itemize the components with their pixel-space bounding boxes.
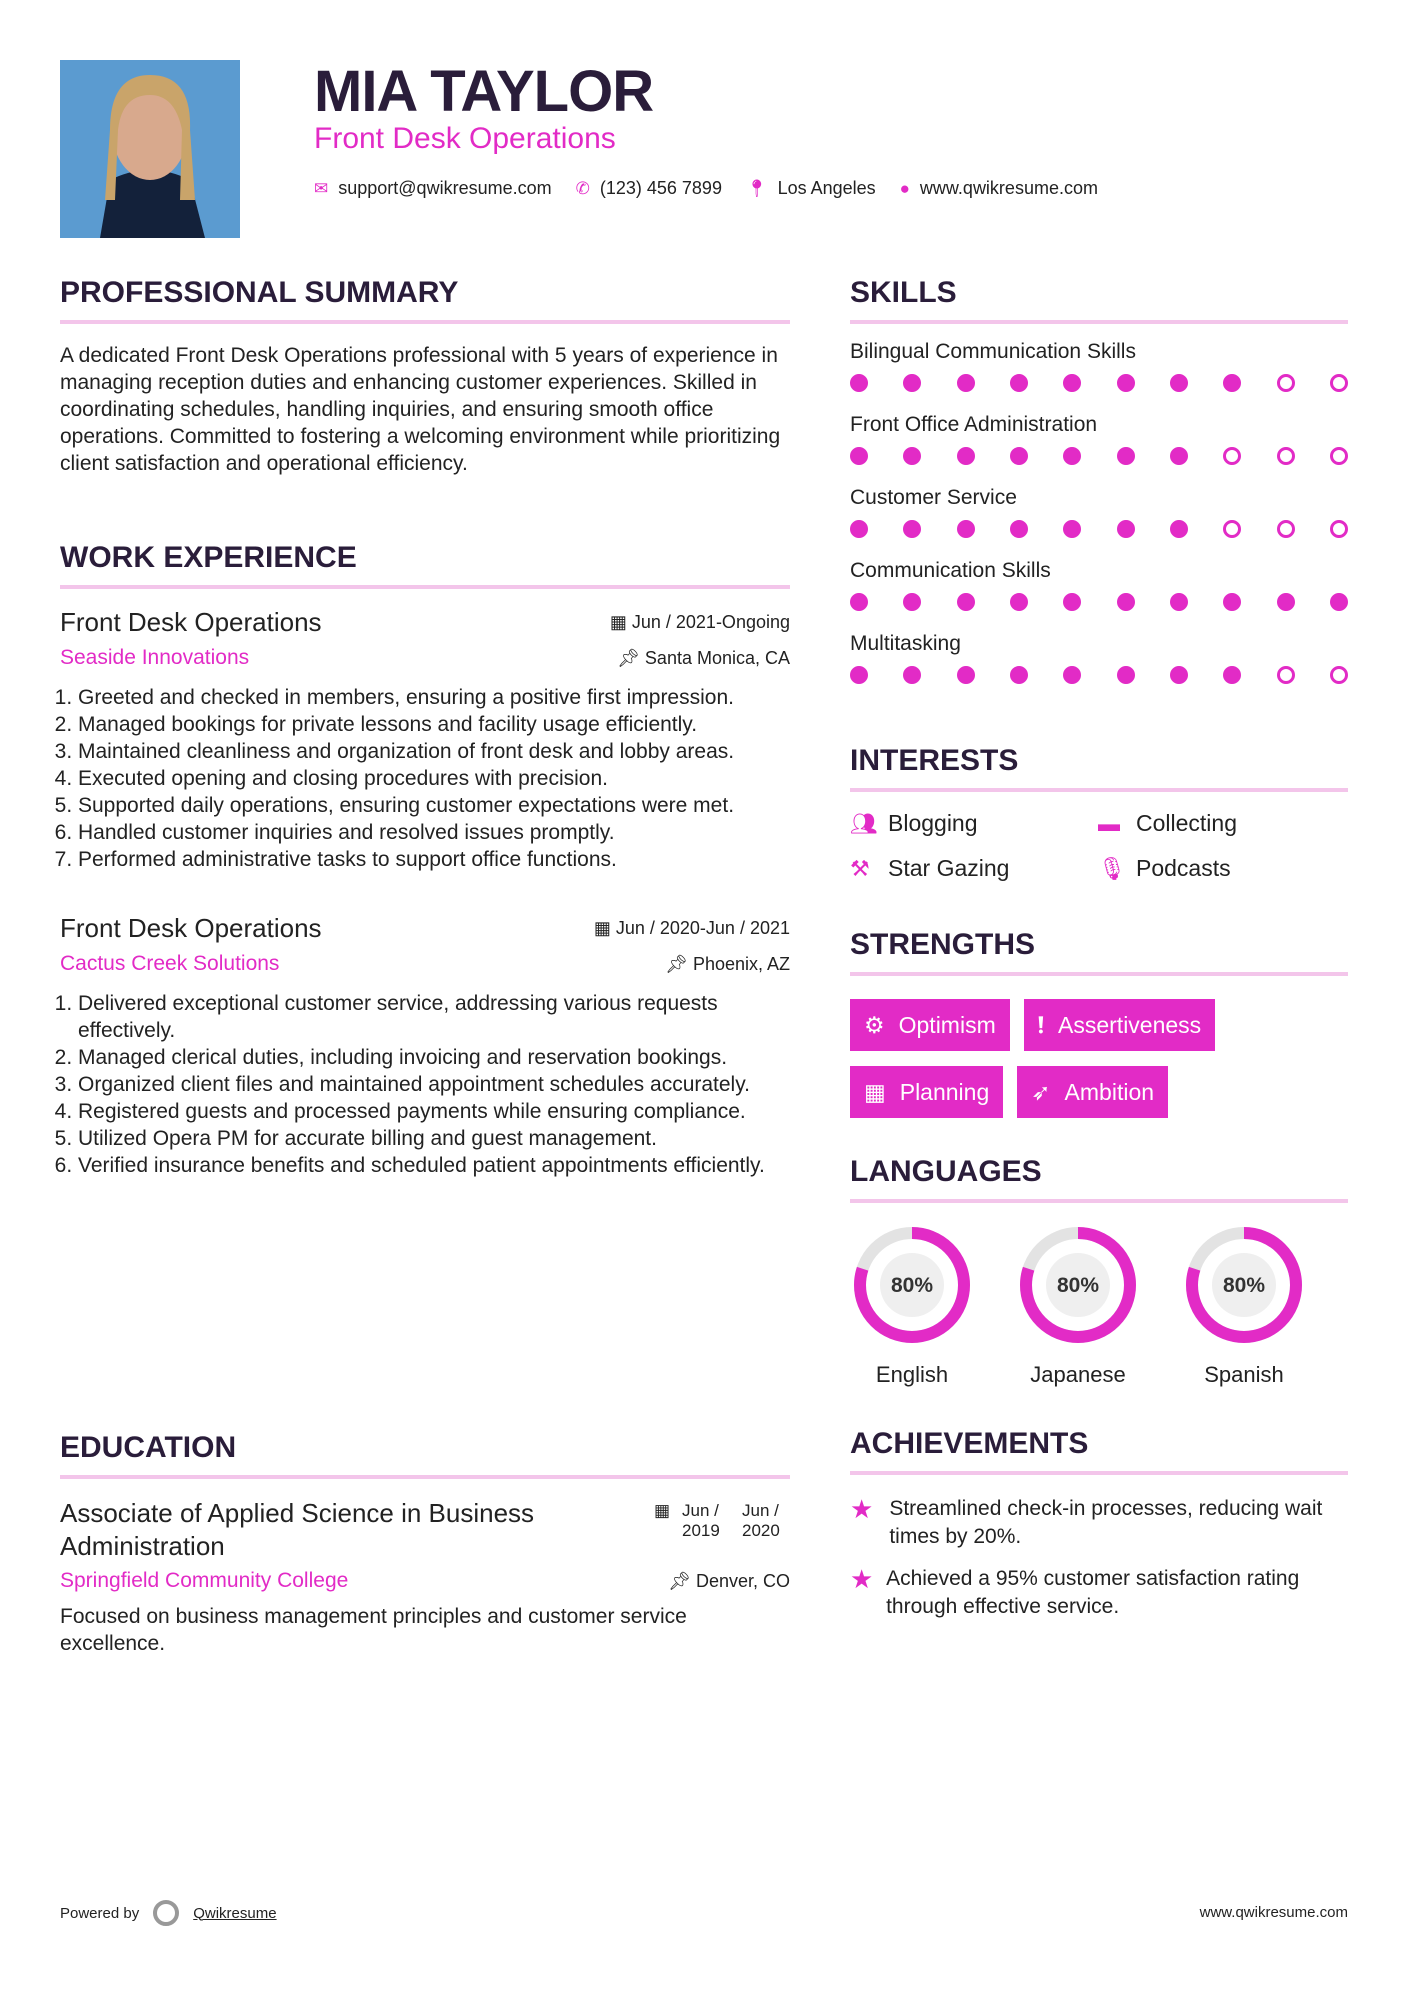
star-icon: ★ bbox=[850, 1564, 874, 1594]
empty-dot bbox=[1223, 447, 1241, 465]
filled-dot bbox=[1330, 593, 1348, 611]
edu-start: Jun / 2019 bbox=[682, 1501, 720, 1540]
section-heading: EDUCATION bbox=[60, 1431, 237, 1464]
empty-dot bbox=[1330, 447, 1348, 465]
list-item: 7. Performed administrative tasks to support office functions. bbox=[78, 846, 790, 873]
filled-dot bbox=[957, 666, 975, 684]
filled-dot bbox=[1117, 520, 1135, 538]
language-percent: 80% bbox=[1222, 1274, 1266, 1297]
skill-rating bbox=[850, 520, 1348, 538]
language-percent: 80% bbox=[1056, 1274, 1100, 1297]
section-heading: STRENGTHS bbox=[850, 928, 1036, 961]
powered-by-text: Powered by bbox=[60, 1904, 140, 1922]
language-item bbox=[1182, 1223, 1306, 1388]
languages-section bbox=[850, 1155, 1348, 1388]
globe-icon: ● bbox=[899, 178, 910, 198]
edu-end: Jun / 2020 bbox=[742, 1501, 780, 1540]
skills-section bbox=[850, 276, 1348, 705]
divider bbox=[60, 320, 790, 324]
divider bbox=[60, 1475, 790, 1479]
skill-item bbox=[850, 486, 1348, 538]
filled-dot bbox=[1170, 447, 1188, 465]
empty-dot bbox=[1277, 666, 1295, 684]
empty-dot bbox=[1223, 520, 1241, 538]
section-heading: WORK EXPERIENCE bbox=[60, 541, 357, 574]
achievement-text: Achieved a 95% customer satisfaction rating through effective service. bbox=[886, 1567, 1300, 1618]
filled-dot bbox=[903, 666, 921, 684]
footer-left bbox=[60, 1900, 277, 1926]
filled-dot bbox=[957, 593, 975, 611]
interest-label: Collecting bbox=[1136, 810, 1237, 836]
gavel-icon: ⚒︎ bbox=[850, 855, 870, 881]
skill-item bbox=[850, 559, 1348, 611]
location-text: Los Angeles bbox=[777, 178, 876, 198]
filled-dot bbox=[1170, 593, 1188, 611]
job-title: Front Desk Operations bbox=[60, 607, 322, 637]
list-item: 6. Handled customer inquiries and resolved issues promptly. bbox=[78, 819, 790, 846]
empty-dot bbox=[1277, 520, 1295, 538]
pin-icon: 📌︎ bbox=[665, 953, 693, 974]
filled-dot bbox=[1063, 447, 1081, 465]
list-item: 6. Verified insurance benefits and scheduled patient appointments efficiently. bbox=[78, 1152, 790, 1179]
divider bbox=[850, 788, 1348, 792]
skill-rating bbox=[850, 666, 1348, 684]
job-bullets bbox=[60, 990, 790, 1179]
section-heading: ACHIEVEMENTS bbox=[850, 1427, 1089, 1460]
filled-dot bbox=[1223, 593, 1241, 611]
filled-dot bbox=[1063, 593, 1081, 611]
empty-dot bbox=[1277, 374, 1295, 392]
skill-item bbox=[850, 413, 1348, 465]
filled-dot bbox=[1010, 520, 1028, 538]
filled-dot bbox=[1117, 447, 1135, 465]
language-donut bbox=[850, 1223, 974, 1347]
footer-website-link[interactable]: www.qwikresume.com bbox=[1199, 1904, 1348, 1921]
filled-dot bbox=[1010, 593, 1028, 611]
skill-rating bbox=[850, 374, 1348, 392]
interest-label: Blogging bbox=[888, 810, 978, 836]
strength-label: Ambition bbox=[1064, 1078, 1155, 1105]
filled-dot bbox=[903, 447, 921, 465]
achievements-section bbox=[850, 1427, 1348, 1621]
calendar-icon: ▦ bbox=[609, 612, 632, 632]
job-title: Front Desk Operations bbox=[60, 913, 322, 943]
list-item: 5. Supported daily operations, ensuring customer expectations were met. bbox=[78, 792, 790, 819]
filled-dot bbox=[1170, 374, 1188, 392]
pin-icon: 📌︎ bbox=[668, 1570, 696, 1591]
map-pin-icon: 📍︎ bbox=[745, 178, 768, 198]
filled-dot bbox=[1010, 666, 1028, 684]
language-donut bbox=[1182, 1223, 1306, 1347]
list-item: 3. Organized client files and maintained appointment schedules accurately. bbox=[78, 1071, 790, 1098]
summary-text: A dedicated Front Desk Operations professional with 5 years of experience in managing reception duties and enhancing customer experiences. Skilled in coordinating schedules, handling inquiries, and ensuring smooth office operations. Committed to fostering a welcoming environment while prioritizing client satisfaction and operational efficiency. bbox=[60, 344, 781, 475]
section-heading: PROFESSIONAL SUMMARY bbox=[60, 276, 459, 309]
empty-dot bbox=[1330, 374, 1348, 392]
calendar-icon: ▦ bbox=[653, 1501, 670, 1520]
filled-dot bbox=[1223, 374, 1241, 392]
phone-icon: ✆ bbox=[575, 178, 590, 198]
filled-dot bbox=[1063, 374, 1081, 392]
language-item bbox=[850, 1223, 974, 1388]
profile-photo bbox=[60, 60, 240, 238]
candidate-title: Front Desk Operations bbox=[314, 122, 616, 155]
strengths-section bbox=[850, 928, 1348, 1118]
interest-item bbox=[850, 855, 1098, 882]
qwikresume-logo-icon bbox=[153, 1900, 179, 1926]
achievement-item bbox=[850, 1495, 1348, 1551]
section-heading: LANGUAGES bbox=[850, 1155, 1042, 1188]
strength-label: Assertiveness bbox=[1058, 1011, 1202, 1038]
filled-dot bbox=[903, 374, 921, 392]
strength-tag bbox=[1017, 1066, 1168, 1118]
company-name: Seaside Innovations bbox=[60, 646, 250, 669]
archive-icon: ▬ bbox=[1098, 810, 1120, 836]
interest-item bbox=[1098, 855, 1346, 882]
microphone-icon: 🎙︎ bbox=[1098, 855, 1126, 881]
strength-tag bbox=[850, 999, 1010, 1051]
filled-dot bbox=[957, 520, 975, 538]
achievement-item bbox=[850, 1565, 1348, 1621]
filled-dot bbox=[1277, 593, 1295, 611]
strength-tag bbox=[1024, 999, 1215, 1051]
filled-dot bbox=[903, 593, 921, 611]
filled-dot bbox=[1117, 666, 1135, 684]
filled-dot bbox=[1223, 666, 1241, 684]
filled-dot bbox=[1063, 666, 1081, 684]
star-icon: ★ bbox=[850, 1494, 874, 1524]
candidate-name: MIA TAYLOR bbox=[314, 59, 654, 124]
filled-dot bbox=[1117, 593, 1135, 611]
phone-text: (123) 456 7899 bbox=[599, 178, 722, 198]
filled-dot bbox=[957, 374, 975, 392]
interest-label: Star Gazing bbox=[888, 855, 1010, 881]
filled-dot bbox=[1170, 520, 1188, 538]
interest-item bbox=[850, 810, 1098, 837]
divider bbox=[850, 1199, 1348, 1203]
list-item: 4. Registered guests and processed payments while ensuring compliance. bbox=[78, 1098, 790, 1125]
filled-dot bbox=[957, 447, 975, 465]
strength-tag bbox=[850, 1066, 1003, 1118]
job-date: Jun / 2020-Jun / 2021 bbox=[615, 918, 790, 938]
job-bullets bbox=[60, 684, 790, 873]
list-item: 4. Executed opening and closing procedures with precision. bbox=[78, 765, 790, 792]
filled-dot bbox=[850, 593, 868, 611]
filled-dot bbox=[850, 374, 868, 392]
skill-item bbox=[850, 632, 1348, 684]
filled-dot bbox=[850, 520, 868, 538]
calendar-icon: ▦ bbox=[593, 918, 616, 938]
filled-dot bbox=[1063, 520, 1081, 538]
empty-dot bbox=[1330, 666, 1348, 684]
language-name: English bbox=[875, 1362, 949, 1387]
filled-dot bbox=[903, 520, 921, 538]
language-name: Spanish bbox=[1204, 1362, 1284, 1387]
list-item: 5. Utilized Opera PM for accurate billing and guest management. bbox=[78, 1125, 790, 1152]
divider bbox=[850, 1471, 1348, 1475]
company-name: Cactus Creek Solutions bbox=[60, 952, 280, 975]
strength-label: Planning bbox=[899, 1078, 990, 1105]
list-item: 1. Greeted and checked in members, ensuring a positive first impression. bbox=[78, 684, 790, 711]
pin-icon: 📌︎ bbox=[617, 647, 645, 668]
exclamation-icon: ❗︎ bbox=[1037, 1011, 1045, 1038]
skill-rating bbox=[850, 593, 1348, 611]
school-name: Springfield Community College bbox=[60, 1569, 349, 1592]
filled-dot bbox=[850, 666, 868, 684]
divider bbox=[850, 320, 1348, 324]
job-entry bbox=[60, 607, 790, 873]
job-entry bbox=[60, 913, 790, 1179]
language-percent: 80% bbox=[890, 1274, 934, 1297]
divider bbox=[60, 585, 790, 589]
edu-location: Denver, CO bbox=[695, 1570, 790, 1591]
contact-bar bbox=[314, 178, 1098, 199]
skill-label: Customer Service bbox=[850, 486, 1017, 509]
skill-label: Multitasking bbox=[850, 632, 961, 655]
edu-description: Focused on business management principles and customer service excellence. bbox=[60, 1605, 687, 1655]
envelope-icon: ✉ bbox=[314, 178, 329, 198]
education-section bbox=[60, 1431, 790, 1657]
skill-label: Bilingual Communication Skills bbox=[850, 340, 1136, 363]
list-item: 2. Managed clerical duties, including invoicing and reservation bookings. bbox=[78, 1044, 790, 1071]
job-location: Santa Monica, CA bbox=[644, 647, 790, 668]
interest-label: Podcasts bbox=[1136, 855, 1231, 881]
filled-dot bbox=[1010, 447, 1028, 465]
interests-section bbox=[850, 744, 1348, 882]
achievement-text: Streamlined check-in processes, reducing wait times by 20%. bbox=[889, 1497, 1323, 1548]
rocket-icon: ➶ bbox=[1031, 1078, 1051, 1105]
filled-dot bbox=[1170, 666, 1188, 684]
brand-link[interactable]: Qwikresume bbox=[193, 1904, 277, 1922]
section-heading: INTERESTS bbox=[850, 744, 1019, 777]
empty-dot bbox=[1330, 520, 1348, 538]
language-name: Japanese bbox=[1030, 1362, 1126, 1387]
language-item bbox=[1016, 1223, 1140, 1388]
skill-label: Front Office Administration bbox=[850, 413, 1098, 436]
users-icon: 👥︎ bbox=[850, 810, 878, 836]
empty-dot bbox=[1277, 447, 1295, 465]
strength-label: Optimism bbox=[898, 1011, 996, 1038]
calendar-icon: ▦ bbox=[864, 1078, 886, 1105]
skill-label: Communication Skills bbox=[850, 559, 1051, 582]
filled-dot bbox=[850, 447, 868, 465]
divider bbox=[850, 972, 1348, 976]
website-link[interactable]: www.qwikresume.com bbox=[919, 178, 1098, 198]
language-donut bbox=[1016, 1223, 1140, 1347]
degree-title: Associate of Applied Science in Business Administration bbox=[60, 1498, 535, 1561]
experience-section bbox=[60, 541, 790, 1179]
filled-dot bbox=[1010, 374, 1028, 392]
summary-section bbox=[60, 276, 790, 477]
filled-dot bbox=[1117, 374, 1135, 392]
interest-item bbox=[1098, 810, 1346, 837]
skill-item bbox=[850, 340, 1348, 392]
list-item: 1. Delivered exceptional customer service, addressing various requests effectively. bbox=[78, 990, 790, 1044]
gear-icon: ⚙︎ bbox=[864, 1011, 885, 1038]
email-link[interactable]: support@qwikresume.com bbox=[338, 178, 552, 198]
list-item: 2. Managed bookings for private lessons and facility usage efficiently. bbox=[78, 711, 790, 738]
job-date: Jun / 2021-Ongoing bbox=[631, 612, 790, 632]
job-location: Phoenix, AZ bbox=[692, 953, 790, 974]
skill-rating bbox=[850, 447, 1348, 465]
section-heading: SKILLS bbox=[850, 276, 957, 309]
list-item: 3. Maintained cleanliness and organization of front desk and lobby areas. bbox=[78, 738, 790, 765]
